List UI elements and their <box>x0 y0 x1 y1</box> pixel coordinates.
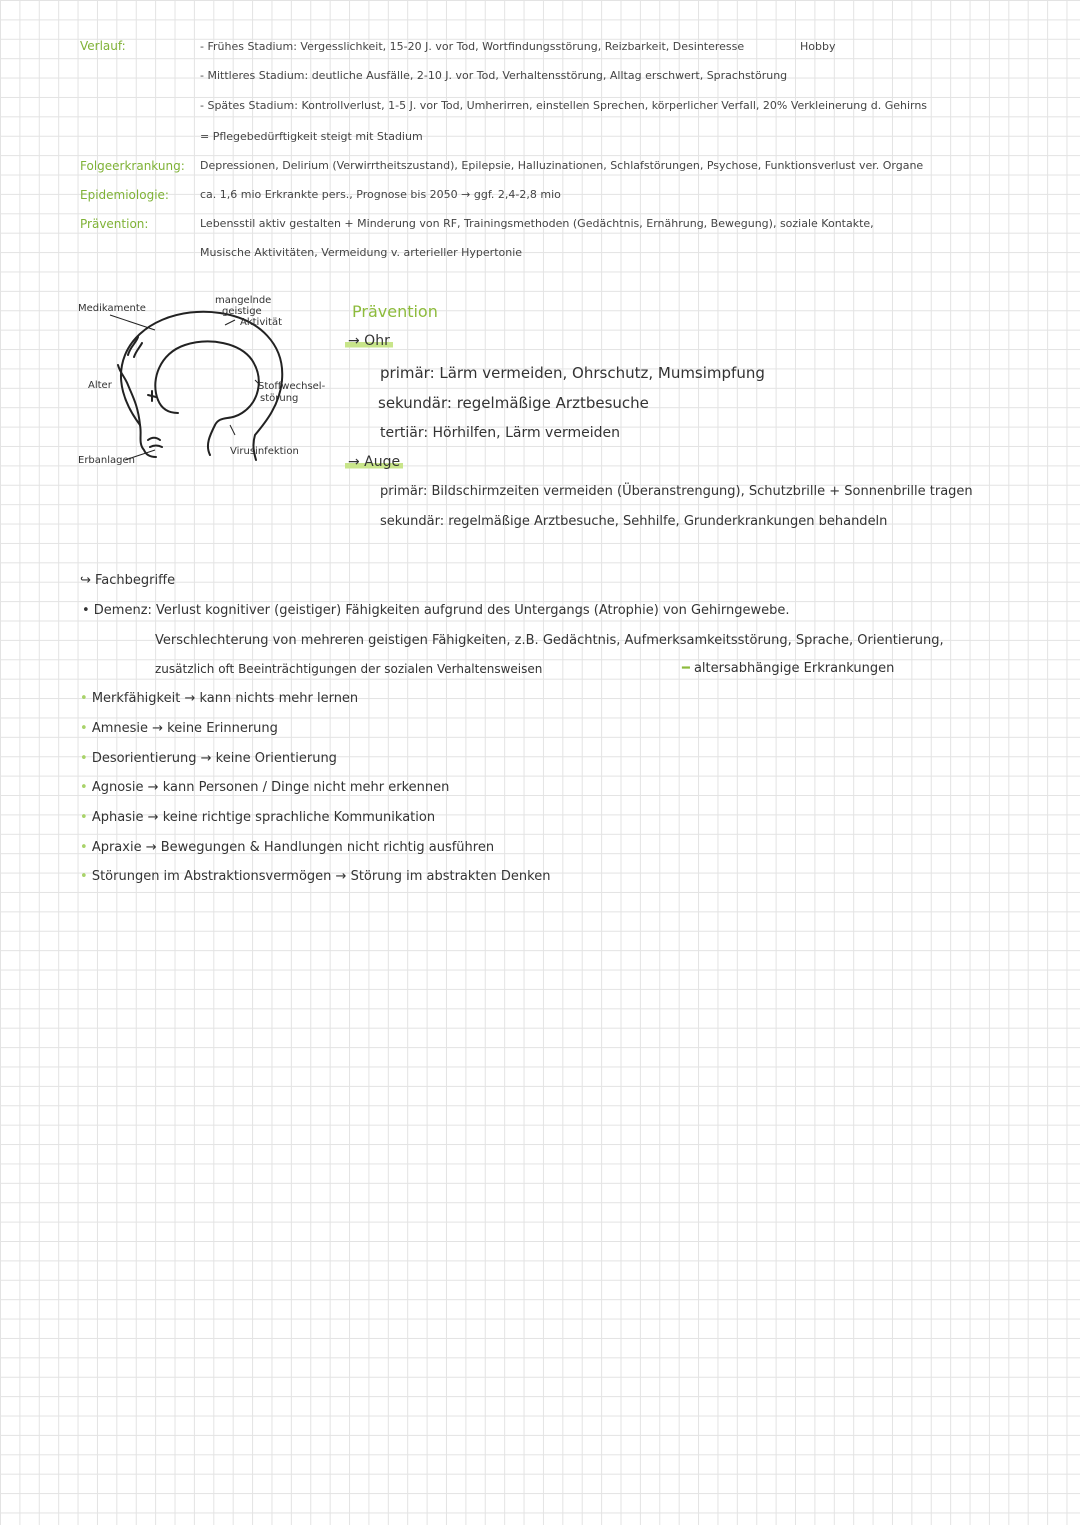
praevention-ohr-tertiaer: tertiär: Hörhilfen, Lärm vermeiden <box>380 425 620 441</box>
epidemiologie-label: Epidemiologie: <box>80 188 169 202</box>
diagram-label-mangelnde: mangelnde <box>215 295 272 306</box>
term-aphasie: • Aphasie → keine richtige sprachliche Kommunikation <box>80 810 436 825</box>
demenz-definition-line3: zusätzlich oft Beeinträchtigungen der sozialen Verhaltensweisen <box>155 662 543 676</box>
diagram-label-alter: Alter <box>88 380 112 391</box>
diagram-label-geistige: geistige <box>222 306 262 317</box>
verlauf-late-stage: - Spätes Stadium: Kontrollverlust, 1-5 J. vor Tod, Umherirren, einstellen Sprechen, körperlicher Verfall, 20% Verkleinerung d. Gehirns <box>200 99 928 112</box>
praevention-ohr-heading: → Ohr <box>345 334 393 348</box>
diagram-label-aktivitaet: Aktivität <box>240 317 282 328</box>
verlauf-hobby: Hobby <box>800 40 836 53</box>
term-desorientierung: • Desorientierung → keine Orientierung <box>80 751 337 766</box>
term-merkfaehigkeit: • Merkfähigkeit → kann nichts mehr lernen <box>80 691 359 706</box>
praevention-auge-sekundaer: sekundär: regelmäßige Arztbesuche, Sehhilfe, Grunderkrankungen behandeln <box>380 514 888 529</box>
diagram-label-stoerung: störung <box>260 393 299 404</box>
praevention-line2: Musische Aktivitäten, Vermeidung v. arterieller Hypertonie <box>200 246 523 259</box>
verlauf-label: Verlauf: <box>80 39 126 53</box>
diagram-label-stoffwechsel: Stoffwechsel- <box>258 381 326 392</box>
demenz-definition-line1: • Demenz: Verlust kognitiver (geistiger) Fähigkeiten aufgrund des Untergangs (Atrophie) von Gehirngewebe. <box>82 603 790 618</box>
praevention-line1: Lebensstil aktiv gestalten + Minderung von RF, Trainingsmethoden (Gedächtnis, Ernährung, Bewegung), soziale Kontakte, <box>200 217 874 230</box>
demenz-definition-age: ━ altersabhängige Erkrankungen <box>682 661 895 676</box>
praevention-ohr-primaer: primär: Lärm vermeiden, Ohrschutz, Mumsimpfung <box>380 364 765 382</box>
praevention-ohr-sekundaer: sekundär: regelmäßige Arztbesuche <box>378 394 649 412</box>
fachbegriffe-heading: ↪ Fachbegriffe <box>80 573 176 588</box>
praevention-auge-primaer: primär: Bildschirmzeiten vermeiden (Überanstrengung), Schutzbrille + Sonnenbrille tragen <box>380 484 973 499</box>
verlauf-summary: = Pflegebedürftigkeit steigt mit Stadium <box>200 130 423 143</box>
demenz-definition-line2: Verschlechterung von mehreren geistigen Fähigkeiten, z.B. Gedächtnis, Aufmerksamkeitsstörung, Sprache, Orientierung, <box>155 633 944 648</box>
diagram-label-virus: Virusinfektion <box>230 446 299 457</box>
diagram-label-erbanlagen: Erbanlagen <box>78 455 135 466</box>
term-abstraktion: • Störungen im Abstraktionsvermögen → Störung im abstrakten Denken <box>80 869 551 884</box>
folgeerkrankung-text: Depressionen, Delirium (Verwirrtheitszustand), Epilepsie, Halluzinationen, Schlafstörungen, Psychose, Funktionsverlust ver. Organe <box>200 159 924 172</box>
praevention-auge-heading: → Auge <box>345 455 403 469</box>
praevention-box-title: Prävention <box>352 302 438 321</box>
epidemiologie-text: ca. 1,6 mio Erkrankte pers., Prognose bis 2050 → ggf. 2,4-2,8 mio <box>200 188 561 201</box>
verlauf-middle-stage: - Mittleres Stadium: deutliche Ausfälle, 2-10 J. vor Tod, Verhaltensstörung, Alltag erschwert, Sprachstörung <box>200 69 788 82</box>
verlauf-early-stage: - Frühes Stadium: Vergesslichkeit, 15-20 J. vor Tod, Wortfindungsstörung, Reizbarkeit, Desinteresse <box>200 40 745 53</box>
praevention-label: Prävention: <box>80 217 149 231</box>
term-apraxie: • Apraxie → Bewegungen & Handlungen nicht richtig ausführen <box>80 840 495 855</box>
term-agnosie: • Agnosie → kann Personen / Dinge nicht mehr erkennen <box>80 780 450 795</box>
folgeerkrankung-label: Folgeerkrankung: <box>80 159 185 173</box>
diagram-label-medikamente: Medikamente <box>78 303 146 314</box>
term-amnesie: • Amnesie → keine Erinnerung <box>80 721 278 736</box>
